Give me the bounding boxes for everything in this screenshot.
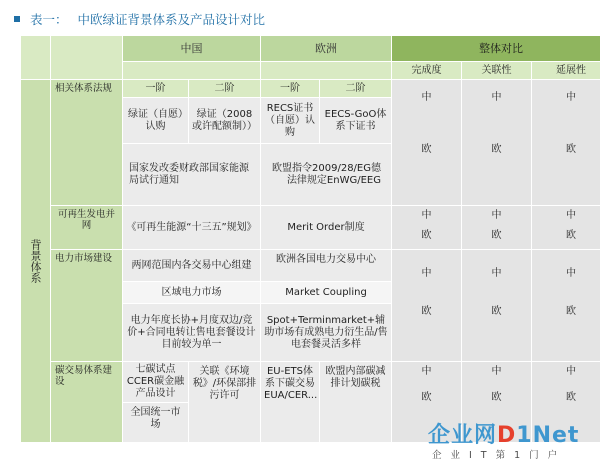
eu-carbon-tax: 欧盟内部碳减排计划碳税 [320, 362, 392, 443]
cn-authorities: 国家发改委财政部国家能源局试行通知 [123, 144, 261, 206]
header-extensibility: 延展性 [532, 62, 600, 80]
tier2-cn: 二阶 [189, 80, 261, 98]
header-china-sub [123, 62, 261, 80]
row-label-market: 电力市场建设 [51, 250, 123, 362]
caption-label: 表一： [30, 12, 68, 27]
eu-market-coupling: Market Coupling [261, 282, 392, 304]
header-china: 中国 [123, 36, 261, 62]
watermark-slogan: 企业IT第1门户 [432, 450, 567, 461]
bullet-square-icon [14, 16, 20, 22]
cn-carbon-pilots: 七碳试点CCER碳金融产品设计 [123, 362, 189, 403]
header-relevance: 关联性 [462, 62, 532, 80]
caption-text: 中欧绿证背景体系及产品设计对比 [77, 12, 266, 27]
comparison-table [20, 35, 600, 443]
compare-maturity-market: 中 欧 [392, 250, 462, 362]
tier1-cn: 一阶 [123, 80, 189, 98]
cn-env-tax: 关联《环境税》/环保部排污许可 [189, 362, 261, 443]
header-maturity: 完成度 [392, 62, 462, 80]
watermark-logo: 企业网D1Net [428, 423, 580, 448]
eu-spot-terminmarket: Spot+Terminmarket+辅助市场有成熟电力衍生品/售电套餐灵活多样 [261, 304, 392, 362]
eu-ets: EU-ETS体系下碳交易EUA/CER... [261, 362, 320, 443]
compare-maturity-renewable: 中 欧 [392, 206, 462, 250]
header-overall: 整体对比 [392, 36, 600, 62]
row-label-renewable: 可再生发电并网 [51, 206, 123, 250]
compare-extensibility-carbon: 中 欧 [532, 362, 600, 443]
header-europe-sub [261, 62, 392, 80]
compare-extensibility-renewable: 中 欧 [532, 206, 600, 250]
row-label-carbon: 碳交易体系建设 [51, 362, 123, 443]
corner-cell-2 [51, 36, 123, 80]
compare-relevance-market: 中 欧 [462, 250, 532, 362]
compare-extensibility-regulation: 中 欧 [532, 80, 600, 206]
compare-extensibility-market: 中 欧 [532, 250, 600, 362]
cn-tier2-quota: 绿证（2008或许配额制）） [189, 98, 261, 144]
header-europe: 欧洲 [261, 36, 392, 62]
eu-tier1-recs: RECS证书（自愿）认购 [261, 98, 320, 144]
compare-relevance-renewable: 中 欧 [462, 206, 532, 250]
compare-relevance-regulation: 中 欧 [462, 80, 532, 206]
corner-cell [21, 36, 51, 80]
compare-maturity-regulation: 中 欧 [392, 80, 462, 206]
compare-maturity-carbon: 中 欧 [392, 362, 462, 443]
cn-contract-design: 电力年度长协+月度双边/竞价+合同电转让售电套餐设计目前较为单一 [123, 304, 261, 362]
cn-national-market: 全国统一市场 [123, 403, 189, 443]
cn-tier1-voluntary: 绿证（自愿）认购 [123, 98, 189, 144]
cn-exchange-centers: 两网范围内各交易中心组建 [123, 250, 261, 282]
cn-renewable-plan: 《可再生能源“十三五”规划》 [123, 206, 261, 250]
eu-directive: 欧盟指令2009/28/EG德法律规定EnWG/EEG [261, 144, 392, 206]
eu-merit-order: Merit Order制度 [261, 206, 392, 250]
side-label-background: 背景体系 [21, 80, 51, 443]
cn-regional-market: 区域电力市场 [123, 282, 261, 304]
compare-relevance-carbon: 中 欧 [462, 362, 532, 443]
tier2-eu: 二阶 [320, 80, 392, 98]
eu-exchange-centers: 欧洲各国电力交易中心 [261, 250, 392, 282]
table-caption [14, 10, 265, 28]
tier1-eu: 一阶 [261, 80, 320, 98]
eu-tier2-eecs: EECS-GoO体系下证书 [320, 98, 392, 144]
row-label-regulation: 相关体系法规 [51, 80, 123, 206]
